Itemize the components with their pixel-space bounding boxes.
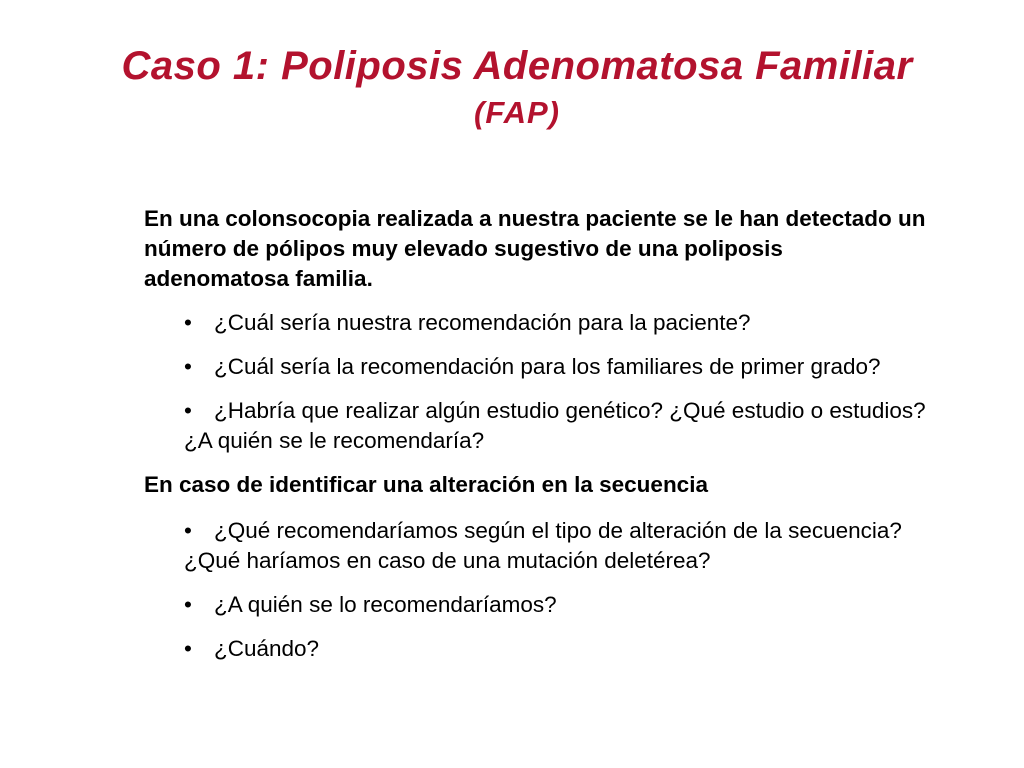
question-item (184, 516, 934, 576)
section-heading: En caso de identificar una alteración en la secuencia (144, 472, 708, 497)
question-item (184, 590, 934, 620)
intro-paragraph: En una colonsocopia realizada a nuestra paciente se le han detectado un número de pólipos muy elevado sugestivo de una poliposis adenomatosa familia. (144, 206, 926, 291)
question-text: ¿A quién se lo recomendaríamos? (214, 592, 557, 617)
bullet-icon: • (184, 518, 192, 543)
question-item (184, 396, 934, 456)
question-text: ¿Cuál sería la recomendación para los familiares de primer grado? (214, 354, 881, 379)
question-text: ¿Habría que realizar algún estudio genético? ¿Qué estudio o estudios? ¿A quién se le recomendaría? (184, 398, 926, 453)
bullet-icon: • (184, 310, 192, 335)
bullet-icon: • (184, 398, 192, 423)
title-line-2: (FAP) (474, 95, 560, 130)
question-item (184, 352, 934, 382)
slide-title (0, 40, 1024, 134)
question-item (184, 308, 934, 338)
title-line-1: Caso 1: Poliposis Adenomatosa Familiar (121, 44, 913, 88)
slide-body (144, 204, 934, 678)
question-item (184, 634, 934, 664)
question-text: ¿Cuál sería nuestra recomendación para la paciente? (214, 310, 751, 335)
bullet-icon: • (184, 354, 192, 379)
question-text: ¿Cuándo? (214, 636, 320, 661)
bullet-icon: • (184, 636, 192, 661)
bullet-icon: • (184, 592, 192, 617)
question-text: ¿Qué recomendaríamos según el tipo de alteración de la secuencia? ¿Qué haríamos en caso de una mutación deletérea? (184, 518, 902, 573)
